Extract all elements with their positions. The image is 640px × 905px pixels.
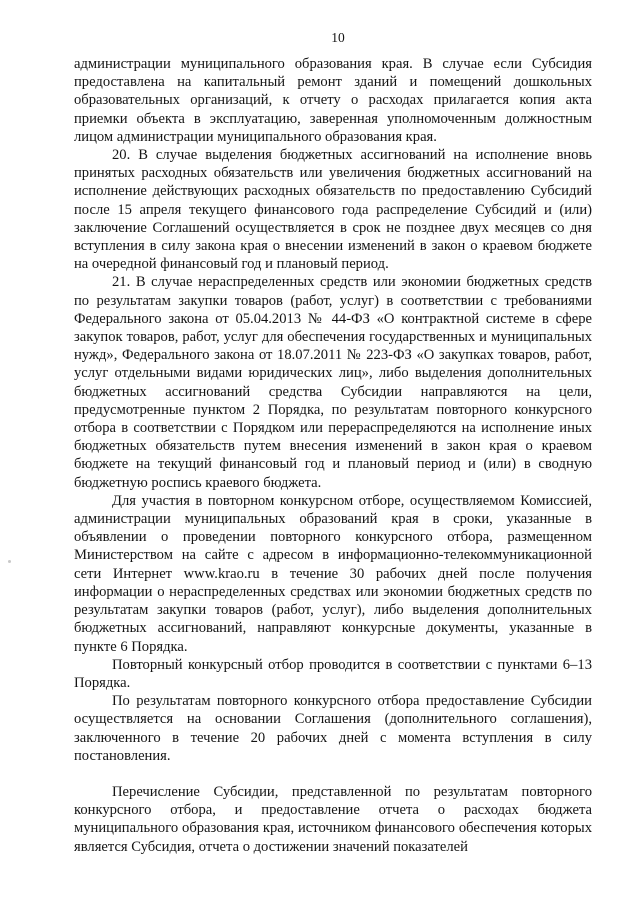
paragraph-continuation: администрации муниципального образования края. В случае если Субсидия предоставлена на капитальный ремонт зданий и помещений дошкольных образовательных организаций, к отчету о расходах прилагается копия акта приемки объекта в эксплуатацию, заверенная уполномоченным должностным лицом администрации муниципального образования края.: [74, 56, 592, 145]
page-number: 10: [331, 30, 345, 45]
paragraph-repeat-selection-procedure: Повторный конкурсный отбор проводится в соответствии с пунктами 6–13 Порядка.: [74, 656, 592, 691]
scan-artifact: [8, 560, 11, 563]
paragraph-subsidy-transfer: Перечисление Субсидии, представленной по результатам повторного конкурсного отбора, и предоставление отчета о расходах бюджета муниципального образования края, источником финансового обеспечения которых является Субсидия, отчета о достижении значений показателей: [74, 783, 592, 855]
paragraph-item-20: 20. В случае выделения бюджетных ассигнований на исполнение вновь принятых расходных обязательств или увеличения бюджетных ассигнований на исполнение действующих расходных обязательств по предоставлению Субсидий после 15 апреля текущего финансового года распределение Субсидий и (или) заключение Соглашений осуществляется в срок не позднее двух месяцев со дня вступления в силу закона края о внесении изменений в закон о краевом бюджете на очередной финансовый год и плановый период.: [74, 147, 592, 273]
paragraph-item-21: 21. В случае нераспределенных средств или экономии бюджетных средств по результатам закупки товаров (работ, услуг) в соответствии с требованиями Федерального закона от 05.04.2013 № 44-ФЗ «О контрактной системе в сфере закупок товаров, работ, услуг для обеспечения государственных и муниципальных нужд», Федерального закона от 18.07.2011 № 223-ФЗ «О закупках товаров, работ, услуг отдельными видами юридических лиц», либо выделения дополнительных бюджетных ассигнований средства Субсидии направляются на цели, предусмотренные пунктом 2 Порядка, по результатам повторного конкурсного отбора в соответствии с Порядком или перераспределяются на исполнение иных бюджетных обязательств путем внесения изменений в закон края о краевом бюджете на текущий финансовый год и плановый период и (или) в сводную бюджетную роспись краевого бюджета.: [74, 274, 592, 491]
paragraph-repeat-selection-participation: Для участия в повторном конкурсном отборе, осуществляемом Комиссией, администрации муниципальных образований края в сроки, указанные в объявлении о проведении повторного конкурсного отбора, размещенном Министерством на сайте с адресом в информационно-телекоммуникационной сети Интернет www.krao.ru в течение 30 рабочих дней после получения информации о нераспределенных средствах или экономии бюджетных средств по результатам закупки товаров (работ, услуг), либо выделения дополнительных бюджетных ассигнований, направляют конкурсные документы, указанные в пункте 6 Порядка.: [74, 492, 592, 655]
paragraph-subsidy-agreement: По результатам повторного конкурсного отбора предоставление Субсидии осуществляется на основании Соглашения (дополнительного соглашения), заключенного в течение 20 рабочих дней с момента вступления в силу постановления.: [74, 693, 592, 764]
